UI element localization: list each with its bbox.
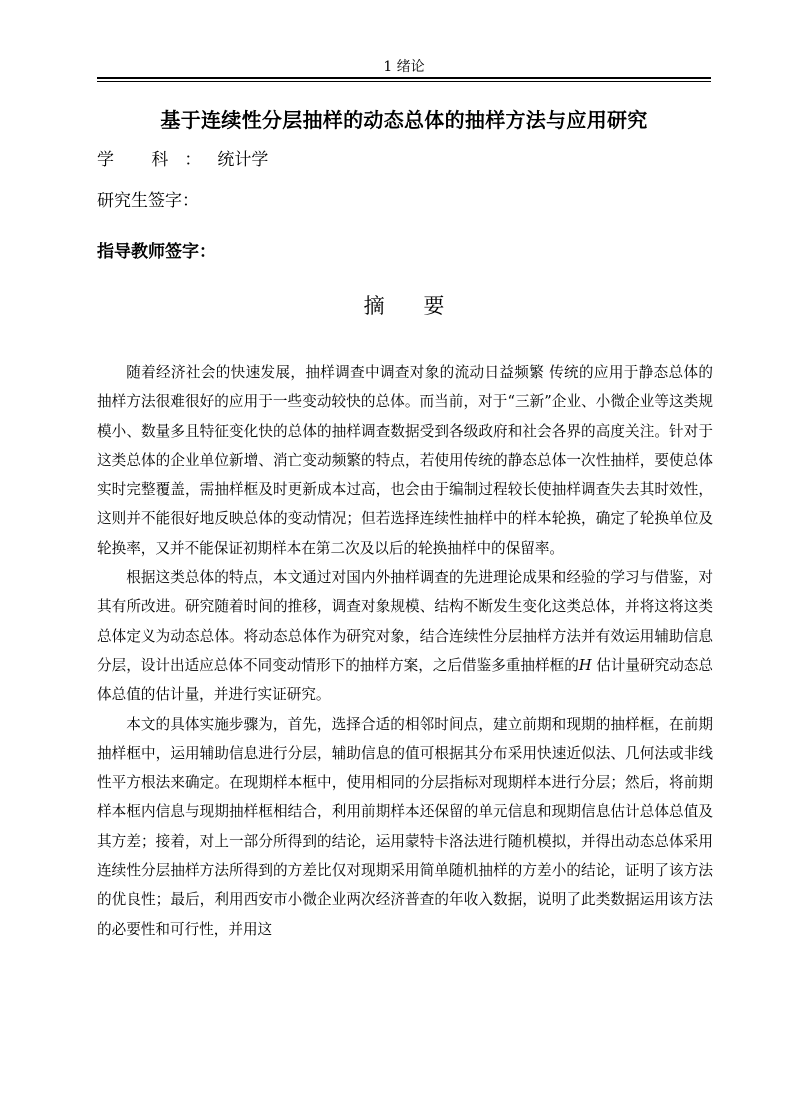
student-signature-label: 研究生签字：: [97, 191, 199, 211]
subject-label: 学 科：: [97, 150, 218, 170]
subject-value: 统计学: [217, 150, 269, 170]
abstract-paragraph-2-part-b: 估计量研究动态总体总值的估计量，并进行实证研究。: [97, 656, 713, 704]
abstract-body: [97, 358, 713, 944]
abstract-heading: 摘 要: [363, 294, 461, 318]
running-head: 1 绪论: [383, 59, 425, 75]
abstract-paragraph-2: [97, 563, 713, 709]
h-estimator-symbol: H: [578, 656, 592, 674]
subject-line: [97, 148, 711, 172]
thesis-title: 基于连续性分层抽样的动态总体的抽样方法与应用研究: [160, 108, 648, 132]
abstract-paragraph-1: 随着经济社会的快速发展，抽样调查中调查对象的流动日益频繁 传统的应用于静态总体的抽样方法很难很好的应用于一些变动较快的总体。而当前，对于“三新”企业、小微企业等这类规模小、数量多且特征变化快的总体的抽样调查数据受到各级政府和社会各界的高度关注。针对于这类总体的企业单位新增、消亡变动频繁的特点，若使用传统的静态总体一次性抽样，要使总体实时完整覆盖，需抽样框及时更新成本过高，也会由于编制过程较长使抽样调查失去其时效性，这则并不能很好地反映总体的变动情况；但若选择连续性抽样中的样本轮换，确定了轮换单位及轮换率，又并不能保证初期样本在第二次及以后的轮换抽样中的保留率。: [97, 364, 713, 557]
header-rule-thin: [97, 81, 711, 82]
advisor-signature-label: 指导教师签字：: [97, 242, 216, 262]
header-rule-thick: [97, 77, 711, 79]
abstract-paragraph-2-part-a: 根据这类总体的特点，本文通过对国内外抽样调查的先进理论成果和经验的学习与借鉴，对其有所改进。研究随着时间的推移，调查对象规模、结构不断发生变化这类总体，并将这将这类总体定义为动态总体。将动态总体作为研究对象，结合连续性分层抽样方法并有效运用辅助信息分层，设计出适应总体不同变动情形下的抽样方案，之后借鉴多重抽样框的: [97, 569, 713, 674]
abstract-paragraph-3: 本文的具体实施步骤为，首先，选择合适的相邻时间点，建立前期和现期的抽样框，在前期抽样框中，运用辅助信息进行分层，辅助信息的值可根据其分布采用快速近似法、几何法或非线性平方根法来确定。在现期样本框中，使用相同的分层指标对现期样本进行分层；然后，将前期样本框内信息与现期抽样框相结合，利用前期样本还保留的单元信息和现期信息估计总体总值及其方差；接着，对上一部分所得到的结论，运用蒙特卡洛法进行随机模拟，并得出动态总体采用连续性分层抽样方法所得到的方差比仅对现期采用简单随机抽样的方差小的结论，证明了该方法的优良性；最后，利用西安市小微企业两次经济普查的年收入数据，说明了此类数据运用该方法的必要性和可行性，并用这: [97, 715, 713, 938]
